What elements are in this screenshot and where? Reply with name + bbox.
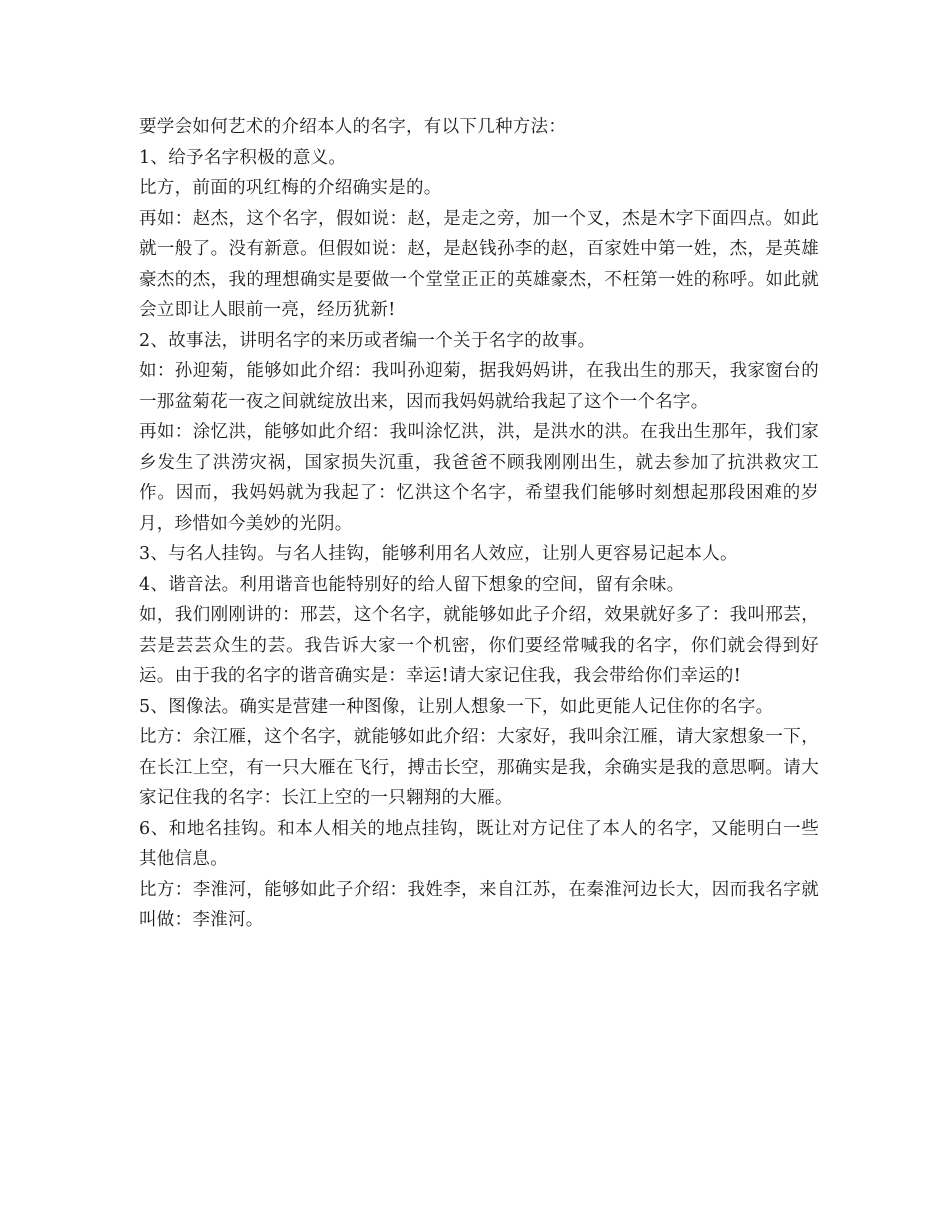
paragraph-method-6-example: 比方：李淮河，能够如此子介绍：我姓李，来自江苏，在秦淮河边长大，因而我名字就叫做：李淮河。	[139, 879, 819, 930]
paragraph-method-4-heading: 4、谐音法。利用谐音也能特别好的给人留下想象的空间，留有余味。	[139, 574, 685, 595]
document-body	[139, 112, 819, 936]
paragraph-method-1-example-b: 再如：赵杰，这个名字，假如说：赵，是走之旁，加一个叉，杰是木字下面四点。如此就一般了。没有新意。但假如说：赵，是赵钱孙李的赵，百家姓中第一姓，杰，是英雄豪杰的杰，我的理想确实是要做一个堂堂正正的英雄豪杰，不枉第一姓的称呼。如此就会立即让人眼前一亮，经历犹新!	[139, 208, 819, 320]
paragraph-method-2-example-a: 如：孙迎菊，能够如此介绍：我叫孙迎菊，据我妈妈讲，在我出生的那天，我家窗台的一那盆菊花一夜之间就绽放出来，因而我妈妈就给我起了这个一个名字。	[139, 361, 819, 412]
paragraph-method-3-heading: 3、与名人挂钩。与名人挂钩，能够利用名人效应，让别人更容易记起本人。	[139, 544, 738, 564]
paragraph-method-1-example-a: 比方，前面的巩红梅的介绍确实是的。	[139, 178, 442, 198]
paragraph-method-5-heading: 5、图像法。确实是营建一种图像，让别人想象一下，如此更能人记住你的名字。	[139, 696, 774, 717]
paragraph-method-1-heading: 1、给予名字积极的意义。	[139, 147, 347, 168]
paragraph-method-5-example: 比方：余江雁，这个名字，就能够如此介绍：大家好，我叫余江雁，请大家想象一下，在长江上空，有一只大雁在飞行，搏击长空，那确实是我，余确实是我的意思啊。请大家记住我的名字：长江上空的一只翱翔的大雁。	[139, 727, 819, 808]
paragraph-intro: 要学会如何艺术的介绍本人的名字，有以下几种方法：	[139, 117, 567, 137]
paragraph-method-2-heading: 2、故事法，讲明名字的来历或者编一个关于名字的故事。	[139, 330, 596, 351]
paragraph-method-6-heading: 6、和地名挂钩。和本人相关的地点挂钩，既让对方记住了本人的名字，又能明白一些其他信息。	[139, 818, 819, 869]
paragraph-method-2-example-b: 再如：涂忆洪，能够如此介绍：我叫涂忆洪，洪，是洪水的洪。在我出生那年，我们家乡发生了洪涝灾祸，国家损失沉重，我爸爸不顾我刚刚出生，就去参加了抗洪救灾工作。因而，我妈妈就为我起了：忆洪这个名字，希望我们能够时刻想起那段困难的岁月，珍惜如今美妙的光阴。	[139, 422, 819, 534]
paragraph-method-4-example: 如，我们刚刚讲的：邢芸，这个名字，就能够如此子介绍，效果就好多了：我叫邢芸，芸是芸芸众生的芸。我告诉大家一个机密，你们要经常喊我的名字，你们就会得到好运。由于我的名字的谐音确实是：幸运!请大家记住我，我会带给你们幸运的!	[139, 605, 819, 686]
